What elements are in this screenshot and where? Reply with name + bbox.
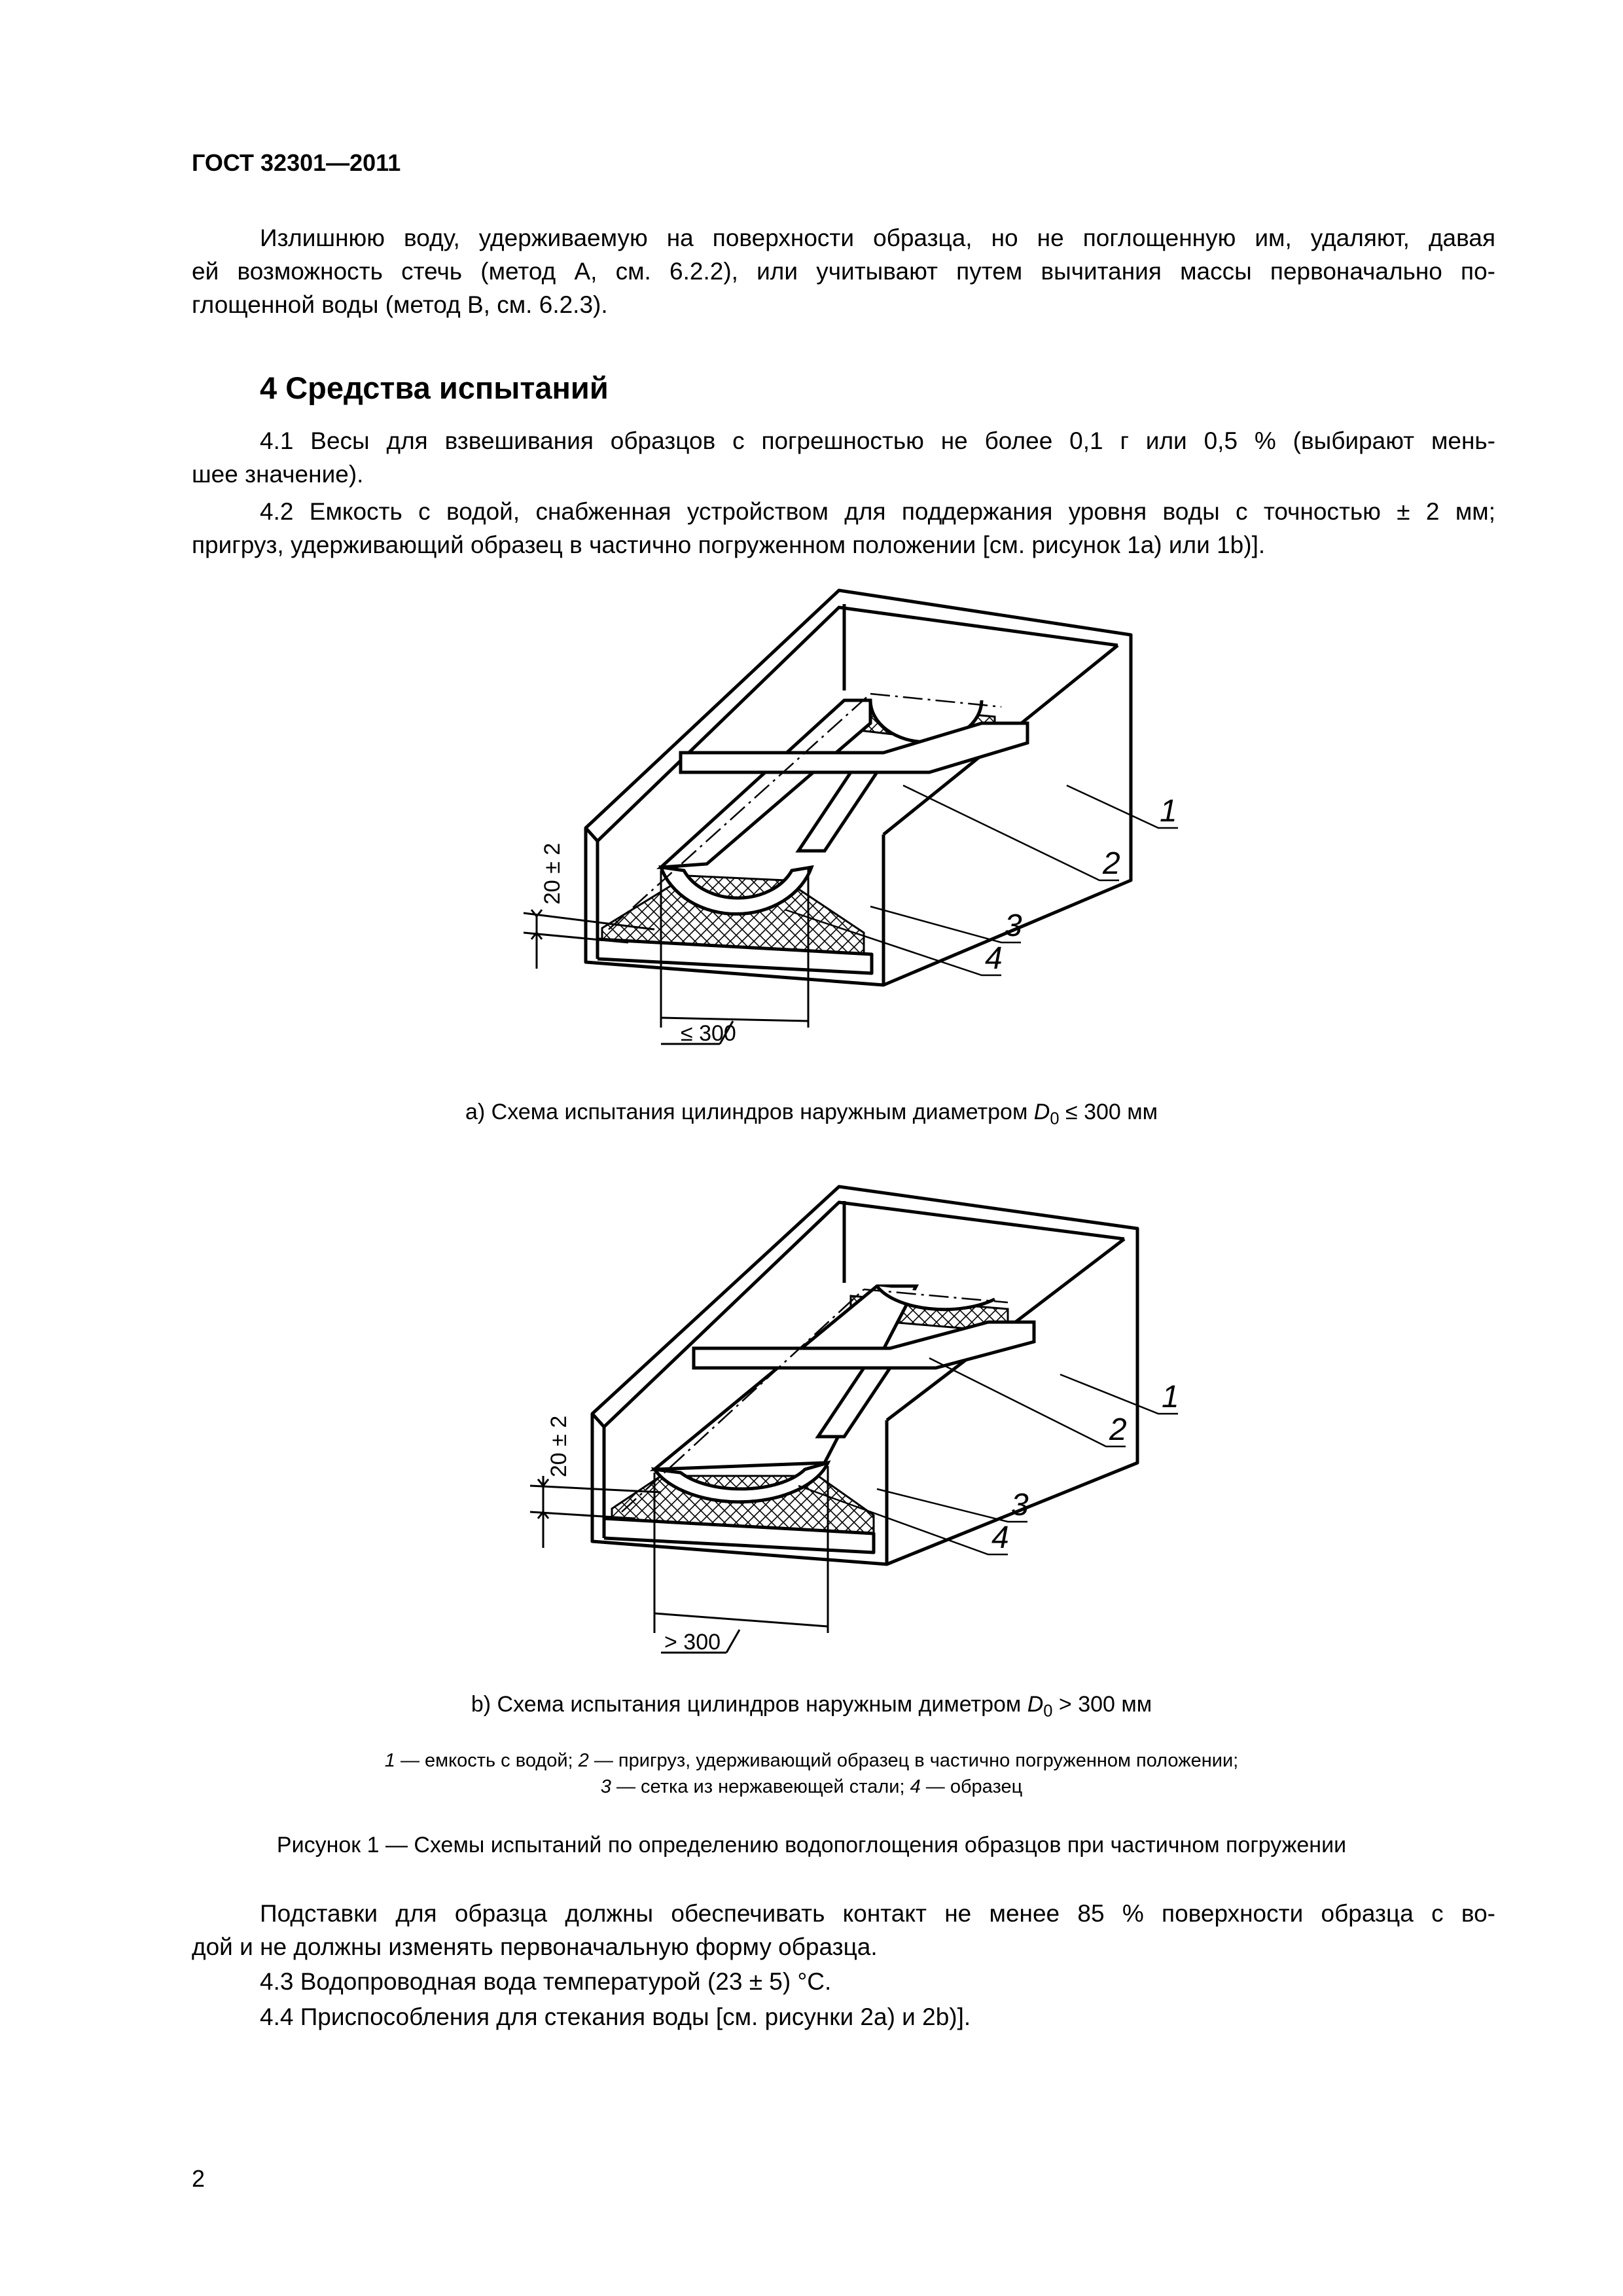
height-dim-label: 20 ± 2 (540, 842, 565, 905)
page-number: 2 (192, 2165, 205, 2192)
figure-caption: Рисунок 1 — Схемы испытаний по определению водопоглощения образцов при частичном погружении (276, 1833, 1347, 1857)
width-dim-label: > 300 (664, 1630, 721, 1655)
height-dim-label: 20 ± 2 (546, 1415, 571, 1478)
legend-line: 3 — сетка из нержавеющей стали; 4 — образец (600, 1776, 1023, 1797)
callout-label-3: 3 (1005, 908, 1022, 943)
text-line: Подставки для образца должны обеспечивать контакт не менее 85 % поверхности образца с во- (260, 1900, 1495, 1927)
callout-label-1: 1 (1160, 794, 1177, 829)
figure-legend (0, 1748, 1623, 1800)
text-line: 4.2 Емкость с водой, снабженная устройством для поддержания уровня воды с точностью ± 2 мм; (260, 498, 1495, 525)
callout-label-3: 3 (1011, 1488, 1029, 1522)
document-code: ГОСТ 32301—2011 (192, 149, 401, 176)
stand-paragraph (192, 1897, 1495, 1964)
text-line: дой и не должны изменять первоначальную форму образца. (192, 1933, 878, 1960)
clause-4-1 (192, 424, 1495, 491)
figure-a-caption: а) Схема испытания цилиндров наружным диаметром $D_0 \le 300$ мм (465, 1100, 1158, 1128)
width-dim-label: ≤ 300 (681, 1021, 736, 1046)
figure-b-diagram (0, 1175, 1623, 1659)
callout-label-4: 4 (991, 1520, 1009, 1555)
legend-line: 1 — емкость с водой; 2 — пригруз, удерживающий образец в частично погруженном положении; (384, 1750, 1239, 1771)
callout-label-1: 1 (1162, 1380, 1179, 1414)
text-line: шее значение). (192, 461, 364, 488)
callout-label-2: 2 (1103, 846, 1120, 881)
text-line: пригруз, удерживающий образец в частично погруженном положении [см. рисунок 1а) или 1b)]. (192, 531, 1266, 558)
clause-4-4 (192, 2000, 1495, 2034)
text-line: Излишнюю воду, удерживаемую на поверхности образца, но не поглощенную им, удаляют, давая (260, 224, 1495, 251)
callout-label-4: 4 (985, 941, 1003, 976)
callout-label-2: 2 (1109, 1412, 1127, 1447)
intro-paragraph (192, 221, 1495, 321)
clause-4-3 (192, 1965, 1495, 1998)
text-line: 4.4 Приспособления для стекания воды [см. рисунки 2а) и 2b)]. (260, 2003, 971, 2030)
figure-a-diagram (0, 576, 1623, 1086)
section-heading: 4 Средства испытаний (260, 370, 609, 405)
text-line: 4.1 Весы для взвешивания образцов с погрешностью не более 0,1 г или 0,5 % (выбирают мень- (260, 427, 1495, 454)
text-line: ей возможность стечь (метод А, см. 6.2.2), или учитывают путем вычитания массы первоначально по- (192, 258, 1495, 285)
text-line: глощенной воды (метод В, см. 6.2.3). (192, 291, 608, 318)
text-line: 4.3 Водопроводная вода температурой (23 ± 5) °С. (260, 1968, 832, 1995)
clause-4-2 (192, 495, 1495, 562)
figure-b-caption: b) Схема испытания цилиндров наружным диметром $D_0 > 300$ мм (471, 1692, 1152, 1721)
